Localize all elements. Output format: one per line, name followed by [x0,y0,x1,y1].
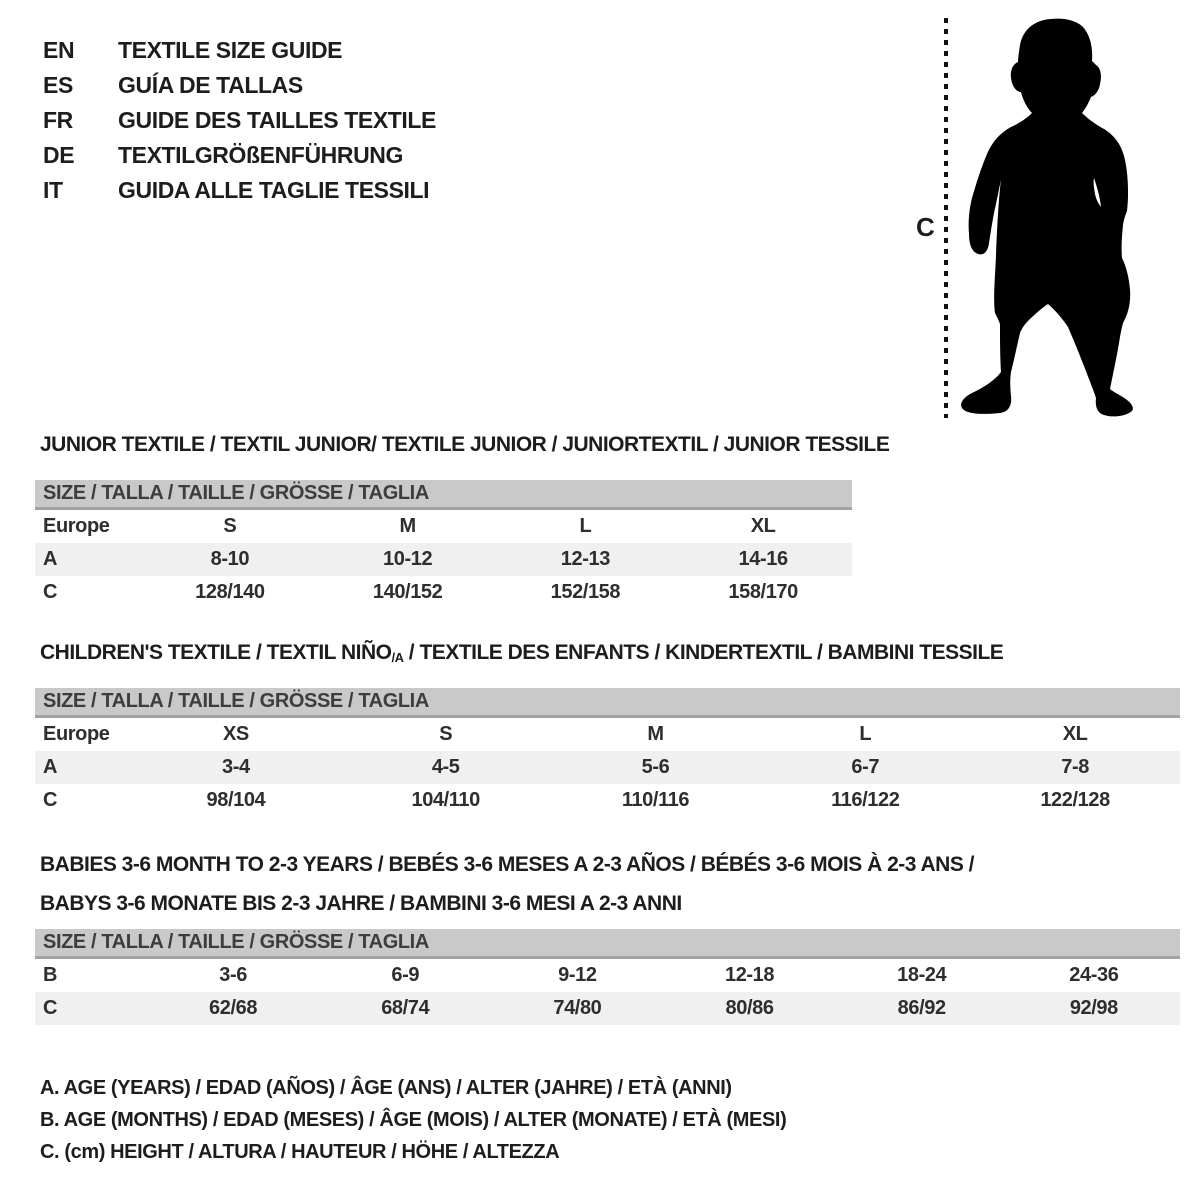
table-cell: 5-6 [641,756,670,778]
table-cell: 158/170 [728,581,798,603]
row-label: A [43,548,58,570]
table-cell: 12-13 [560,548,610,570]
children-size-table [35,688,1180,817]
language-row [43,173,436,208]
language-row [43,33,436,68]
row-label: C [43,789,58,811]
language-title: TEXTILGRÖßENFÜHRUNG [118,142,403,168]
table-cell: 104/110 [411,789,480,811]
language-code: FR [43,107,73,133]
table-cell: 4-5 [431,756,460,778]
babies-title-line2: BABYS 3-6 MONATE BIS 2-3 JAHRE / BAMBINI 3-6 MESI A 2-3 ANNI [40,892,682,915]
row-label: C [43,997,58,1019]
language-code: DE [43,142,75,168]
babies-table-body [35,959,1180,1025]
table-cell: M [399,515,416,537]
table-row [35,992,1180,1025]
babies-title-line1: BABIES 3-6 MONTH TO 2-3 YEARS / BEBÉS 3-6 MESES A 2-3 AÑOS / BÉBÉS 3-6 MOIS À 2-3 ANS / [40,853,975,876]
table-cell: 98/104 [206,789,266,811]
table-row [35,784,1180,817]
junior-size-table [35,480,852,609]
row-label: B [43,964,58,986]
row-label: A [43,756,58,778]
table-cell: 7-8 [1061,756,1089,778]
table-cell: 62/68 [209,997,258,1019]
row-label: C [43,581,58,603]
language-code: IT [43,177,63,203]
language-title: GUIDE DES TAILLES TEXTILE [118,107,436,133]
junior-section-title: JUNIOR TEXTILE / TEXTIL JUNIOR/ TEXTILE JUNIOR / JUNIORTEXTIL / JUNIOR TESSILE [40,433,890,456]
baby-silhouette-icon [955,16,1145,428]
row-label: Europe [43,723,110,745]
language-title: TEXTILE SIZE GUIDE [118,37,343,63]
language-code: ES [43,72,73,98]
table-cell: XL [1062,723,1088,745]
table-cell: 24-36 [1069,964,1119,986]
table-cell: 14-16 [738,548,788,570]
table-cell: M [647,723,664,745]
children-title-pre: CHILDREN'S TEXTILE / TEXTIL NIÑO [40,641,392,664]
legend-line-a: A. AGE (YEARS) / EDAD (AÑOS) / ÂGE (ANS) / ALTER (JAHRE) / ETÀ (ANNI) [40,1077,732,1099]
children-table-body [35,718,1180,817]
table-row [35,543,852,576]
table-cell: 8-10 [210,548,250,570]
table-cell: S [439,723,453,745]
table-cell: 80/86 [725,997,774,1019]
table-cell: 86/92 [897,997,946,1019]
language-title: GUÍA DE TALLAS [118,72,303,98]
table-cell: 152/158 [550,581,621,603]
table-cell: 128/140 [195,581,265,603]
table-cell: 122/128 [1040,789,1110,811]
table-cell: L [579,515,592,537]
row-label: Europe [43,515,110,537]
babies-size-table [35,929,1180,1025]
table-cell: XS [222,723,249,745]
junior-table-body [35,510,852,609]
babies-section-title [40,845,974,923]
children-title-sub: /A [391,650,404,665]
table-cell: 92/98 [1069,997,1118,1019]
table-cell: XL [750,515,776,537]
language-title-list [43,33,436,208]
table-cell: 116/122 [831,789,900,811]
size-table-header: SIZE / TALLA / TAILLE / GRÖSSE / TAGLIA [35,688,1180,718]
language-code: EN [43,37,75,63]
legend [40,1072,786,1168]
table-cell: 9-12 [558,964,597,986]
table-cell: S [223,515,237,537]
table-cell: 18-24 [897,964,947,986]
table-cell: 140/152 [372,581,443,603]
language-row [43,103,436,138]
table-cell: 110/116 [621,789,690,811]
size-table-header: SIZE / TALLA / TAILLE / GRÖSSE / TAGLIA [35,929,1180,959]
table-cell: 3-6 [219,964,247,986]
children-section-title [40,641,1003,665]
table-cell: 68/74 [381,997,430,1019]
height-measure-dashed-line [944,18,948,418]
height-measure-label: C [916,212,935,242]
legend-line-b: B. AGE (MONTHS) / EDAD (MESES) / ÂGE (MOIS) / ALTER (MONATE) / ETÀ (MESI) [40,1109,787,1131]
table-row [35,576,852,609]
table-cell: 6-9 [391,964,420,986]
language-row [43,138,436,173]
table-row [35,510,852,543]
language-row [43,68,436,103]
table-row [35,751,1180,784]
table-cell: 12-18 [724,964,775,986]
table-cell: L [859,723,872,745]
table-row [35,959,1180,992]
legend-line-c: C. (cm) HEIGHT / ALTURA / HAUTEUR / HÖHE / ALTEZZA [40,1141,560,1163]
children-title-post: / TEXTILE DES ENFANTS / KINDERTEXTIL / BAMBINI TESSILE [403,641,1004,664]
language-title: GUIDA ALLE TAGLIE TESSILI [118,177,430,203]
size-table-header: SIZE / TALLA / TAILLE / GRÖSSE / TAGLIA [35,480,852,510]
table-row [35,718,1180,751]
table-cell: 74/80 [553,997,602,1019]
table-cell: 6-7 [851,756,880,778]
table-cell: 10-12 [383,548,433,570]
table-cell: 3-4 [222,756,250,778]
